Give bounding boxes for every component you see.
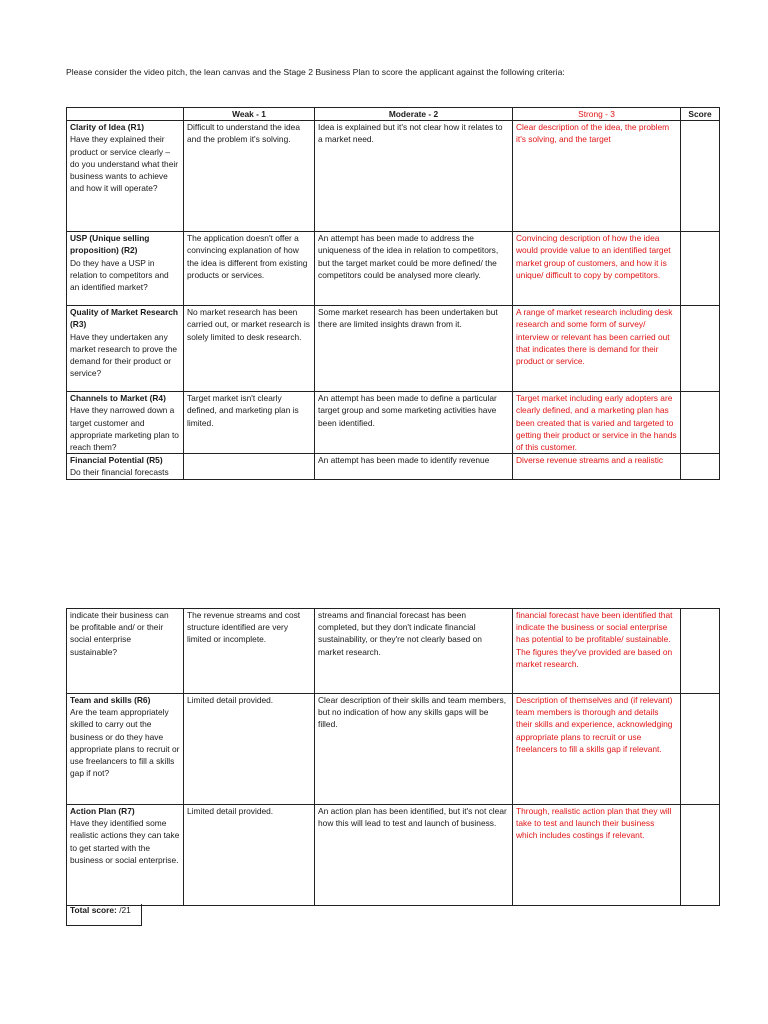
criteria-description: Do they have a USP in relation to competitors and an identified market? [70, 257, 169, 293]
weak-cell: Limited detail provided. [184, 694, 315, 805]
header-strong: Strong - 3 [513, 108, 681, 121]
criteria-title: Team and skills (R6) [70, 695, 151, 705]
criteria-description: Do their financial forecasts [70, 467, 169, 478]
criteria-cell [67, 694, 184, 805]
criteria-cell [67, 609, 184, 694]
strong-cell: Diverse revenue streams and a realistic [513, 454, 681, 479]
total-score-value: /21 [119, 905, 131, 915]
criteria-cell [67, 306, 184, 392]
criteria-row [67, 805, 720, 906]
weak-cell: Target market isn't clearly defined, and marketing plan is limited. [184, 392, 315, 454]
header-weak: Weak - 1 [184, 108, 315, 121]
criteria-description: Have they explained their product or service clearly – do you understand what their business wants to achieve and how it will operate? [70, 134, 179, 194]
criteria-cell [67, 121, 184, 232]
criteria-description: Have they narrowed down a target customer and appropriate marketing plan to reach them? [70, 405, 179, 453]
moderate-cell: Some market research has been undertaken but there are limited insights drawn from it. [315, 306, 513, 392]
criteria-title: USP (Unique selling proposition) (R2) [70, 233, 150, 256]
criteria-row [67, 454, 720, 479]
criteria-row [67, 609, 720, 694]
strong-cell: Convincing description of how the idea would provide value to an identified target market group of customers, and how it is unique/ difficult to copy by competitors. [513, 232, 681, 306]
criteria-cell [67, 805, 184, 906]
criteria-title: Action Plan (R7) [70, 806, 135, 816]
weak-cell [184, 454, 315, 479]
criteria-title: Channels to Market (R4) [70, 393, 166, 404]
header-criteria [67, 108, 184, 121]
score-cell[interactable] [681, 121, 720, 232]
intro-text: Please consider the video pitch, the lean canvas and the Stage 2 Business Plan to score the applicant against the following criteria: [66, 67, 565, 77]
total-score-label: Total score: [70, 905, 117, 915]
rubric-table-page-2 [66, 608, 720, 906]
criteria-row [67, 306, 720, 392]
criteria-description: Have they identified some realistic actions they can take to get started with the business or social enterprise. [70, 818, 180, 865]
criteria-title: Financial Potential (R5) [70, 455, 163, 466]
score-cell[interactable] [681, 306, 720, 392]
criteria-description: indicate their business can be profitable and/ or their social enterprise sustainable? [70, 610, 169, 657]
rubric-body-page-2 [67, 609, 720, 906]
strong-cell: Description of themselves and (if relevant) team members is thorough and details their skills and experience, acknowledging appropriate plans to recruit or use freelancers to fill a skills gap if relevant. [513, 694, 681, 805]
moderate-cell: An attempt has been made to identify revenue [315, 454, 513, 479]
weak-cell: The application doesn't offer a convincing explanation of how the idea is different from existing products or services. [184, 232, 315, 306]
moderate-cell: streams and financial forecast has been completed, but they don't indicate financial sustainability, or they're not clearly based on market research. [315, 609, 513, 694]
score-cell[interactable] [681, 694, 720, 805]
strong-cell: financial forecast have been identified that indicate the business or social enterprise has potential to be profitable/ sustainable. The figures they've provided are based on market research. [513, 609, 681, 694]
strong-cell: A range of market research including desk research and some form of survey/ interview or relevant has been carried out that indicates there is demand for their product or service. [513, 306, 681, 392]
criteria-row [67, 232, 720, 306]
total-score [66, 904, 142, 926]
moderate-cell: An attempt has been made to define a particular target group and some marketing activities have been identified. [315, 392, 513, 454]
criteria-row [67, 694, 720, 805]
weak-cell: The revenue streams and cost structure identified are very limited or incomplete. [184, 609, 315, 694]
score-cell[interactable] [681, 609, 720, 694]
criteria-row [67, 121, 720, 232]
weak-cell: Limited detail provided. [184, 805, 315, 906]
criteria-cell [67, 454, 184, 479]
strong-cell: Target market including early adopters are clearly defined, and a marketing plan has been created that is varied and targeted to getting their product or service in the hands of this customer. [513, 392, 681, 454]
criteria-title: Quality of Market Research (R3) [70, 307, 178, 330]
criteria-description: Have they undertaken any market research to prove the demand for their product or service? [70, 331, 178, 379]
score-cell[interactable] [681, 805, 720, 906]
criteria-row [67, 392, 720, 454]
moderate-cell: Idea is explained but it's not clear how it relates to a market need. [315, 121, 513, 232]
score-cell[interactable] [681, 232, 720, 306]
criteria-title: Clarity of Idea (R1) [70, 122, 144, 133]
moderate-cell: An action plan has been identified, but it's not clear how this will lead to test and launch of business. [315, 805, 513, 906]
header-score: Score [681, 108, 720, 121]
moderate-cell: An attempt has been made to address the uniqueness of the idea in relation to competitors, but the target market could be more defined/ the competitors could be analysed more clearly. [315, 232, 513, 306]
rubric-table-page-1 [66, 107, 720, 480]
score-cell[interactable] [681, 454, 720, 479]
moderate-cell: Clear description of their skills and team members, but no indication of how any skills gaps will be filled. [315, 694, 513, 805]
criteria-cell [67, 232, 184, 306]
rubric-body-page-1 [67, 121, 720, 479]
header-moderate: Moderate - 2 [315, 108, 513, 121]
weak-cell: Difficult to understand the idea and the problem it's solving. [184, 121, 315, 232]
weak-cell: No market research has been carried out, or market research is solely limited to desk research. [184, 306, 315, 392]
score-cell[interactable] [681, 392, 720, 454]
strong-cell: Clear description of the idea, the problem it's solving, and the target [513, 121, 681, 232]
criteria-description: Are the team appropriately skilled to carry out the business or do they have appropriate plans to recruit or use freelancers to fill a skills gap if not? [70, 707, 180, 779]
strong-cell: Through, realistic action plan that they will take to test and launch their business which includes costings if relevant. [513, 805, 681, 906]
criteria-cell [67, 392, 184, 454]
